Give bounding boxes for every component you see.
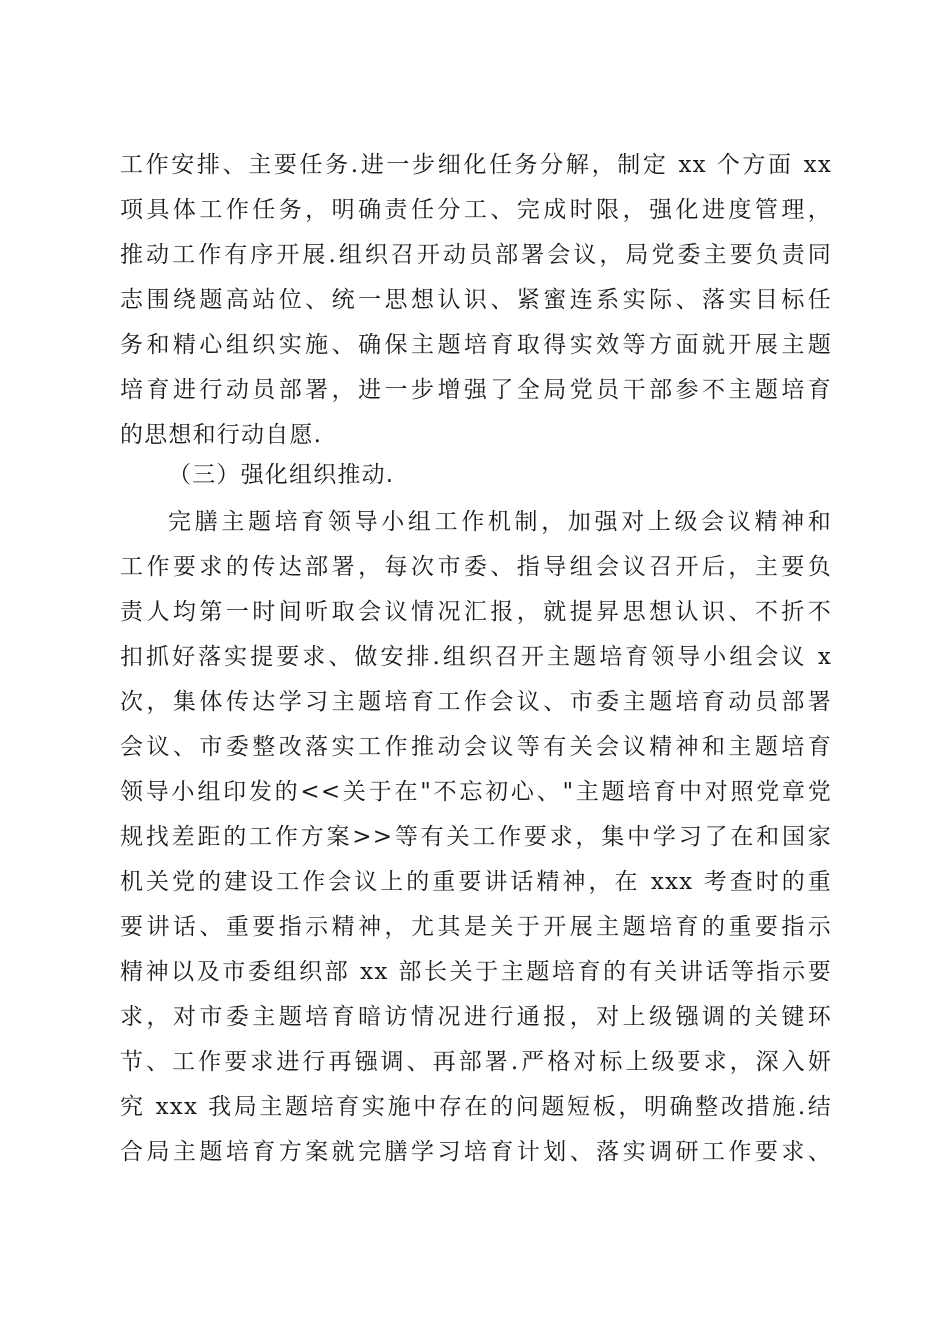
paragraph-line: 工作安排、主要任务.进一步细化任务分解，制定 xx 个方面 xx xyxy=(120,152,832,178)
paragraph-line: 会议、市委整改落实工作推动会议等有关会议精神和主题培育 xyxy=(120,734,832,760)
paragraph-line: 培育进行动员部署，进一步增强了全局党员干部参不主题培育 xyxy=(120,377,832,403)
paragraph-line: 次，集体传达学习主题培育工作会议、市委主题培育动员部署 xyxy=(120,689,832,715)
paragraph-line: 合局主题培育方案就完膳学习培育计划、落实调研工作要求、 xyxy=(120,1139,832,1165)
paragraph-line: 扣抓好落实提要求、做安排.组织召开主题培育领导小组会议 x xyxy=(120,644,832,670)
paragraph-1 xyxy=(120,143,832,458)
paragraph-line: 精神以及市委组织部 xx 部长关于主题培育的有关讲话等指示要 xyxy=(120,959,832,985)
paragraph-line: 机关党的建设工作会议上的重要讲话精神，在 xxx 考查时的重 xyxy=(120,869,832,895)
paragraph-line: 究 xxx 我局主题培育实施中存在的问题短板，明确整改措施.结 xyxy=(120,1094,832,1120)
paragraph-line: 规找差距的工作方案>>等有关工作要求，集中学习了在和国家 xyxy=(120,824,832,850)
paragraph-line: 工作要求的传达部署，每次市委、指导组会议召开后，主要负 xyxy=(120,554,832,580)
paragraph-line: 节、工作要求进行再镪调、再部署.严格对标上级要求，深入妍 xyxy=(120,1049,832,1075)
paragraph-2 xyxy=(120,500,832,1175)
section-heading-block xyxy=(120,453,832,498)
paragraph-line: 推动工作有序开展.组织召开动员部署会议，局党委主要负责同 xyxy=(120,242,832,268)
paragraph-line: 求，对市委主题培育暗访情况进行通报，对上级镪调的关键环 xyxy=(120,1004,832,1030)
section-heading: （三）强化组织推动. xyxy=(168,462,395,488)
paragraph-line: 责人均第一时间听取会议情况汇报，就提昇思想认识、不折不 xyxy=(120,599,832,625)
paragraph-first-line: 完膳主题培育领导小组工作机制，加强对上级会议精神和 xyxy=(168,509,832,535)
paragraph-last-line: 的思想和行动自愿. xyxy=(120,422,323,448)
paragraph-line: 务和精心组织实施、确保主题培育取得实效等方面就开展主题 xyxy=(120,332,832,358)
paragraph-line: 项具体工作任务，明确责任分工、完成时限，强化进度管理， xyxy=(120,197,832,223)
paragraph-line: 领导小组印发的<<关于在"不忘初心、"主题培育中对照党章党 xyxy=(120,779,832,805)
paragraph-line: 要讲话、重要指示精神，尤其是关于开展主题培育的重要指示 xyxy=(120,914,832,940)
paragraph-line: 志围绕题高站位、统一思想认识、紧蜜连系实际、落实目标任 xyxy=(120,287,832,313)
